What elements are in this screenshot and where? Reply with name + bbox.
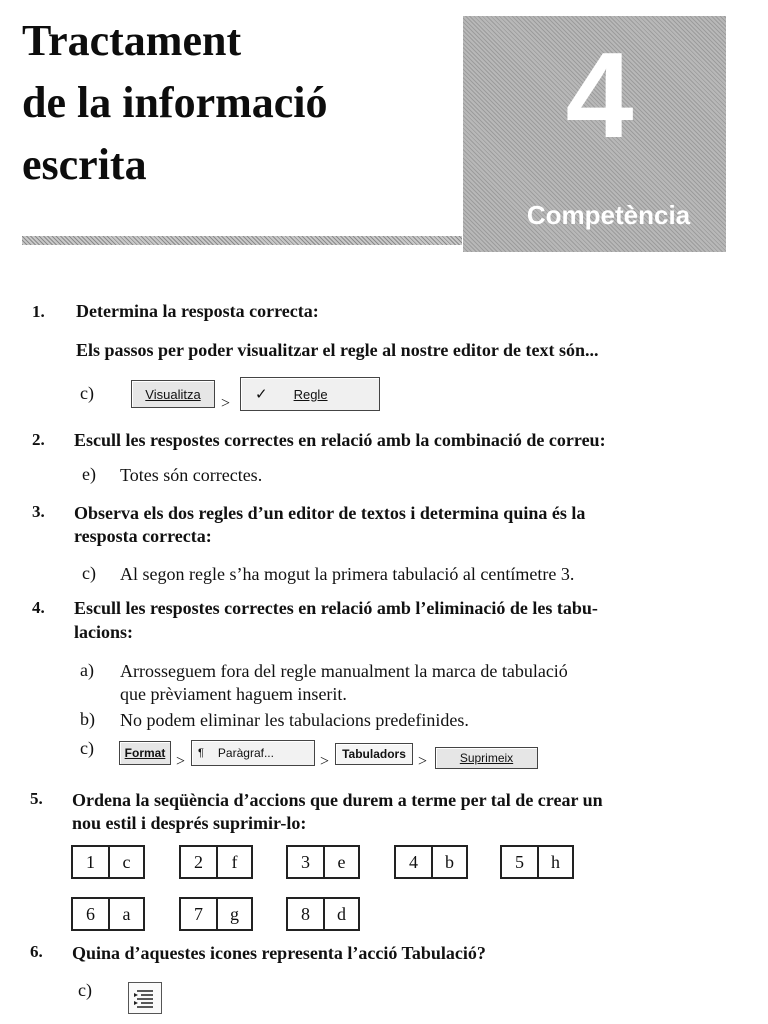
- q5-prompt-line-1: Ordena la seqüència d’accions que durem a terme per tal de crear un: [72, 790, 603, 810]
- regle-label: Regle: [293, 386, 328, 402]
- q2-option-letter: e): [82, 464, 96, 484]
- answer-pair: [394, 845, 468, 879]
- q4-b-text: No podem eliminar les tabulacions predefinides.: [120, 710, 469, 730]
- pair-number: 4: [409, 851, 418, 872]
- tab-stops-icon[interactable]: [128, 982, 162, 1014]
- pair-number: 7: [194, 903, 203, 924]
- paragraf-menu-item[interactable]: [191, 740, 315, 766]
- chapter-badge: [463, 16, 726, 252]
- tabuladors-label: Tabuladors: [342, 747, 406, 761]
- pair-number: 3: [301, 851, 310, 872]
- pair-letter: d: [323, 899, 358, 929]
- q1-subprompt: Els passos per poder visualitzar el regle al nostre editor de text són...: [76, 340, 599, 360]
- pair-number: 2: [194, 851, 203, 872]
- title-line-1: Tractament: [22, 16, 242, 65]
- q5-prompt-line-2: nou estil i després suprimir-lo:: [72, 813, 307, 833]
- q3-option-text: Al segon regle s’ha mogut la primera tabulació al centímetre 3.: [120, 564, 575, 584]
- pair-letter: c: [108, 847, 143, 877]
- arrow: >: [320, 753, 330, 770]
- q4-prompt-line-2: lacions:: [74, 622, 134, 642]
- pair-letter: a: [108, 899, 143, 929]
- header-rule: [22, 236, 462, 245]
- q4-b-letter: b): [80, 709, 95, 729]
- pair-letter: e: [323, 847, 358, 877]
- chapter-label: Competència: [526, 200, 691, 230]
- answer-pair: [71, 845, 145, 879]
- answer-pair: [286, 845, 360, 879]
- q3-number: 3.: [32, 502, 45, 521]
- regle-menu-item[interactable]: [240, 377, 380, 411]
- pair-letter: b: [431, 847, 466, 877]
- q4-a-letter: a): [80, 660, 94, 680]
- q6-prompt: Quina d’aquestes icones representa l’acció Tabulació?: [72, 943, 486, 963]
- q3-option-letter: c): [82, 563, 96, 583]
- pair-letter: f: [216, 847, 251, 877]
- q1-prompt: Determina la resposta correcta:: [76, 301, 319, 321]
- paragraf-label: Paràgraf...: [217, 746, 274, 760]
- answer-pair: [179, 897, 253, 931]
- answer-pair: [286, 897, 360, 931]
- q6-number: 6.: [30, 942, 43, 961]
- suprimeix-button[interactable]: [435, 747, 538, 769]
- pair-number: 8: [301, 903, 310, 924]
- q4-c-letter: c): [80, 738, 94, 758]
- visualitza-label: Visualitza: [145, 386, 201, 402]
- arrow: >: [418, 753, 428, 770]
- tabuladors-button[interactable]: [335, 743, 413, 765]
- q2-option-text: Totes són correctes.: [120, 465, 263, 485]
- checkmark-icon: ✓: [255, 386, 268, 403]
- pair-number: 1: [86, 851, 95, 872]
- q4-a-line-2: que prèviament haguem inserit.: [120, 684, 347, 704]
- q2-number: 2.: [32, 430, 45, 449]
- title-line-2: de la informació: [22, 78, 328, 127]
- q6-option-letter: c): [78, 980, 92, 1000]
- arrow: >: [176, 753, 186, 770]
- answer-pair: [71, 897, 145, 931]
- q4-prompt-line-1: Escull les respostes correctes en relació amb l’eliminació de les tabu-: [74, 598, 598, 618]
- suprimeix-label: Suprimeix: [459, 751, 514, 765]
- q3-prompt-line-1: Observa els dos regles d’un editor de textos i determina quina és la: [74, 503, 586, 523]
- q1-option-letter: c): [80, 383, 94, 403]
- q4-a-line-1: Arrosseguem fora del regle manualment la marca de tabulació: [120, 661, 568, 681]
- q5-number: 5.: [30, 789, 43, 808]
- q4-number: 4.: [32, 598, 45, 617]
- arrow: >: [221, 395, 231, 412]
- q2-prompt: Escull les respostes correctes en relació amb la combinació de correu:: [74, 430, 606, 450]
- q1-number: 1.: [32, 302, 45, 321]
- pair-letter: g: [216, 899, 251, 929]
- title-line-3: escrita: [22, 140, 147, 189]
- chapter-number: 4: [565, 27, 634, 163]
- page-title: [22, 10, 328, 196]
- answer-pair: [179, 845, 253, 879]
- pair-number: 6: [86, 903, 95, 924]
- format-button[interactable]: [119, 741, 171, 765]
- format-label: Format: [124, 746, 166, 760]
- answer-pair: [500, 845, 574, 879]
- paragraph-icon: ¶: [198, 747, 204, 759]
- pair-number: 5: [515, 851, 524, 872]
- q3-prompt-line-2: resposta correcta:: [74, 526, 212, 546]
- pair-letter: h: [537, 847, 572, 877]
- visualitza-button[interactable]: [131, 380, 215, 408]
